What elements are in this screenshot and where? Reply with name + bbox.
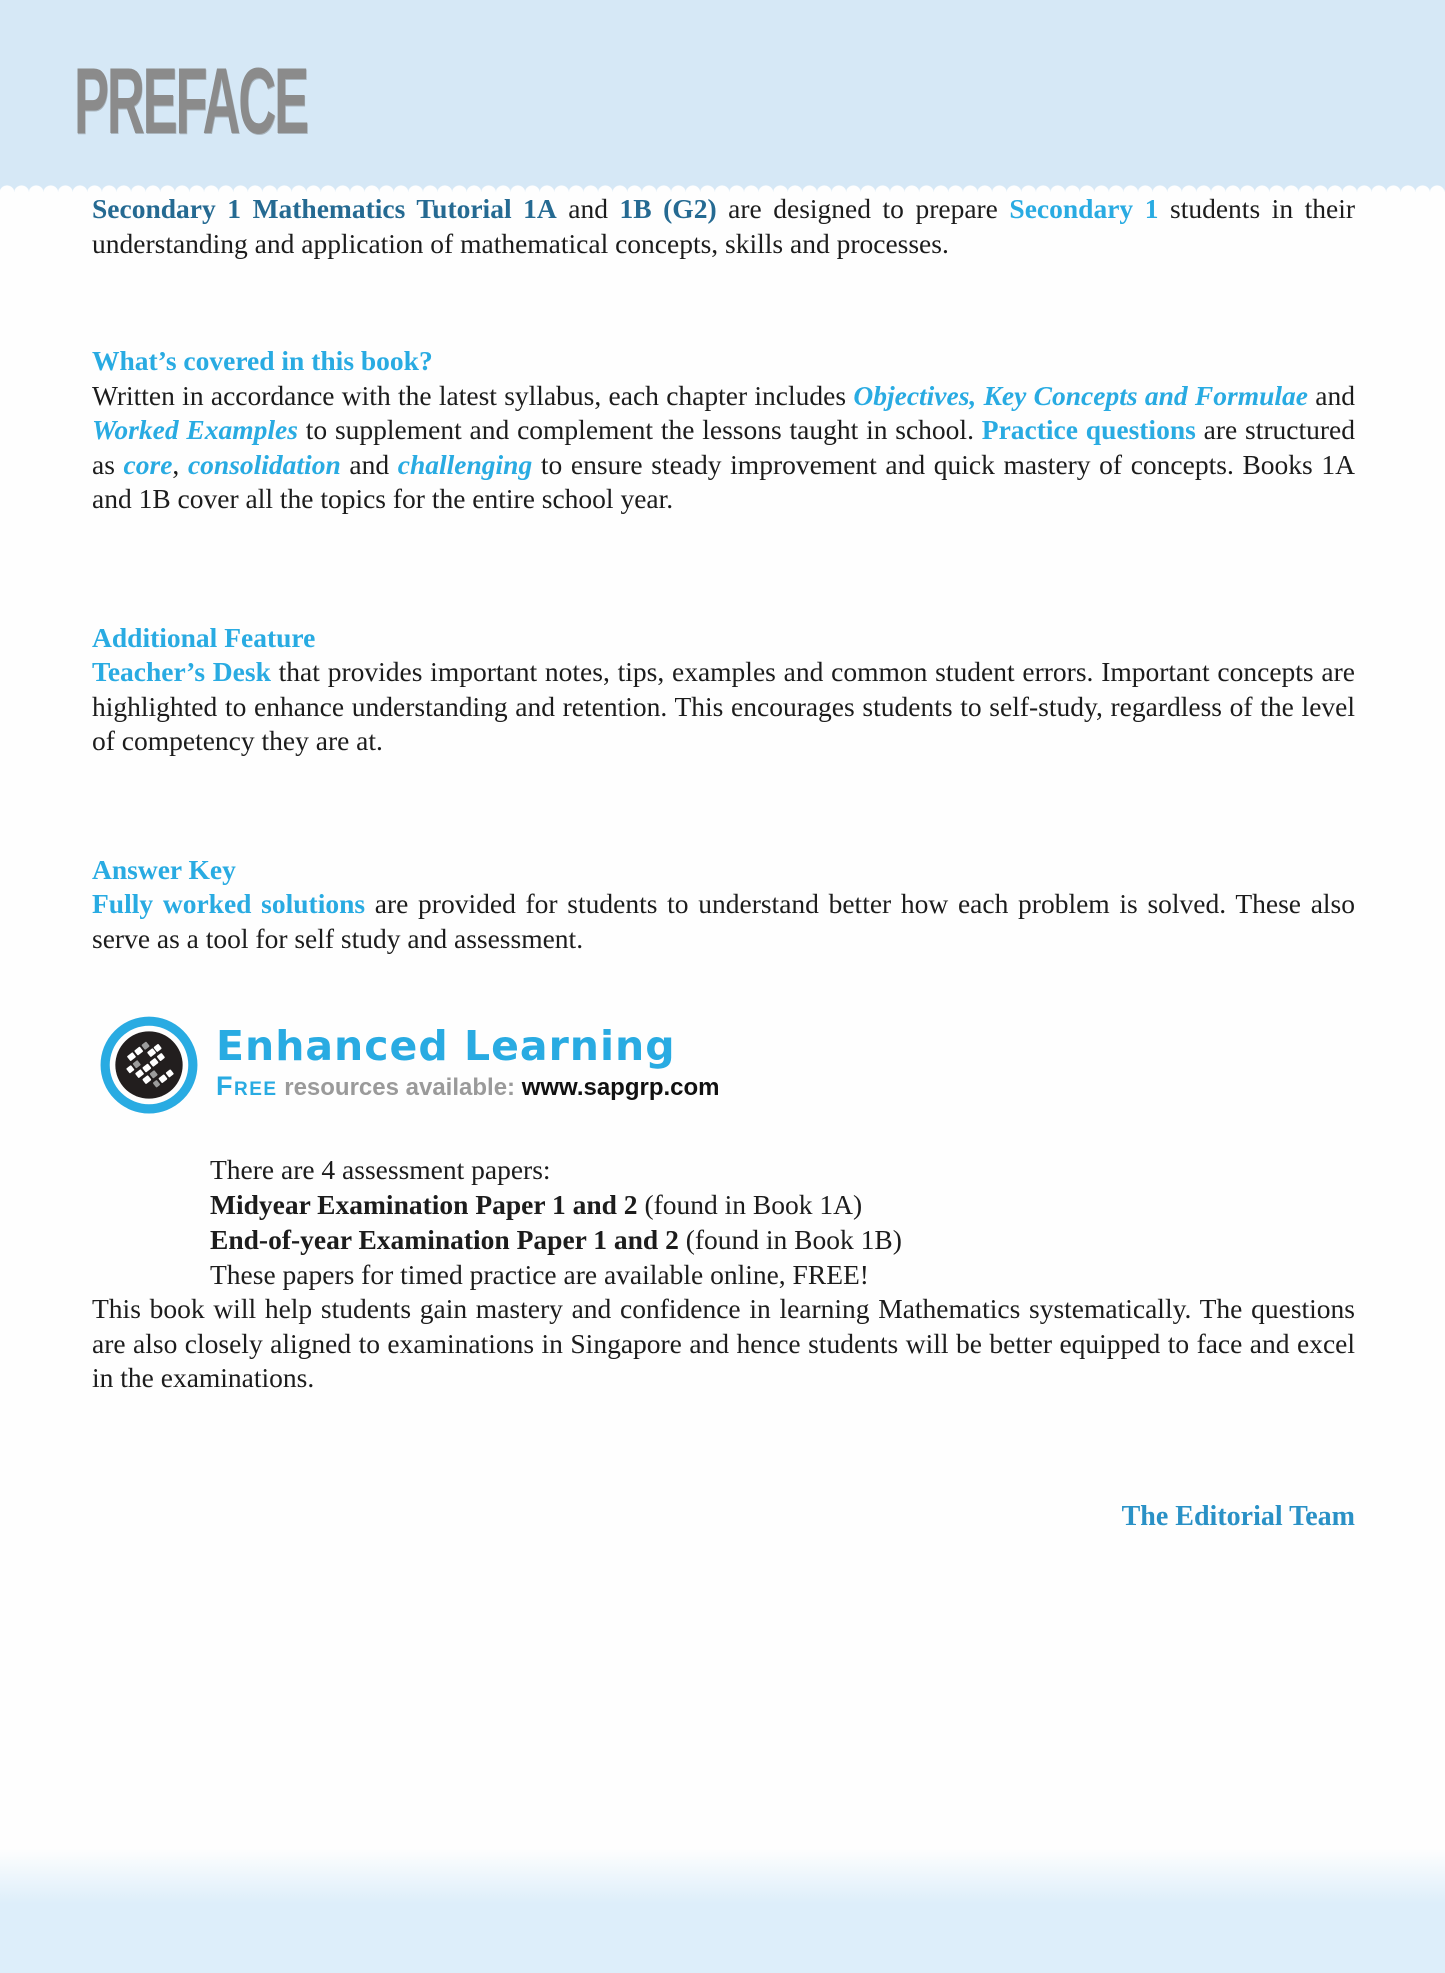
text-segment: End-of-year Examination Paper 1 and 2 <box>210 1224 679 1255</box>
text-segment: and <box>1308 379 1356 411</box>
page-content <box>92 192 1355 1534</box>
text-segment: resources available: <box>277 1074 522 1102</box>
text-segment: Teacher’s Desk <box>92 656 271 687</box>
additional-feature-paragraph <box>92 655 1355 759</box>
assessment-papers-intro-line <box>210 1152 1355 1187</box>
scalloped-edge <box>0 180 1445 192</box>
text-segment: are structured as <box>92 414 1355 480</box>
text-segment: are designed to prepare <box>716 193 1010 224</box>
text-segment: Worked Examples <box>92 414 298 445</box>
page-footer <box>0 1848 1445 1973</box>
text-segment <box>976 380 983 411</box>
text-segment: , <box>172 448 188 480</box>
text-segment: Written in accordance with the latest syllabus, each chapter includes <box>92 379 854 411</box>
section-heading-additional-feature: Additional Feature <box>92 621 316 653</box>
text-segment: There are 4 assessment papers: <box>210 1154 551 1185</box>
text-segment: challenging <box>397 448 533 480</box>
text-segment: 1B (G2) <box>619 193 717 224</box>
assessment-papers-block <box>210 1152 1355 1292</box>
answer-key-paragraph <box>92 887 1355 956</box>
text-segment: www.sapgrp.com <box>521 1074 720 1102</box>
section-heading-whats-covered: What’s covered in this book? <box>92 345 433 376</box>
text-segment: Practice questions <box>981 414 1196 445</box>
text-segment: core <box>123 448 173 480</box>
enhanced-learning-banner <box>98 1012 1355 1116</box>
midyear-exam-line <box>210 1187 1355 1222</box>
whats-covered-paragraph <box>92 379 1355 517</box>
enhanced-learning-subtitle <box>216 1071 720 1103</box>
text-segment: These papers for timed practice are available online, FREE! <box>210 1259 869 1290</box>
enhanced-learning-text-block <box>216 1021 720 1103</box>
text-segment: Midyear Examination Paper 1 and 2 <box>210 1189 638 1220</box>
text-segment: consolidation <box>187 448 341 480</box>
editorial-team-signature: The Editorial Team <box>1121 1500 1355 1532</box>
text-segment: This book will help students gain mastery and confidence in learning Mathematics systematically. The questions are also closely aligned to examinations in Singapore and hence students will be better equipped to face and excel in the examinations. <box>92 1293 1355 1393</box>
enhanced-learning-logo-icon <box>98 1012 200 1116</box>
text-segment: (found in Book 1B) <box>678 1224 902 1255</box>
text-segment: Fully worked solutions <box>92 888 366 919</box>
intro-paragraph <box>92 192 1355 261</box>
text-segment: Key Concepts and Formulae <box>983 379 1308 411</box>
page-header <box>0 0 1445 192</box>
end-of-year-exam-line <box>210 1222 1355 1257</box>
text-segment: to ensure steady improvement and quick mastery of concepts. Books 1A and 1B cover all the topics for the entire school year. <box>92 448 1355 514</box>
closing-paragraph <box>92 1292 1355 1396</box>
text-segment: Free <box>216 1071 278 1102</box>
text-segment: that provides important notes, tips, examples and common student errors. Important concepts are highlighted to enhance understanding and retention. This encourages students to self-study, regardless of the level of competency they are at. <box>92 656 1355 756</box>
text-segment: students in their understanding and application of mathematical concepts, skills and processes. <box>92 193 1355 259</box>
text-segment: (found in Book 1A) <box>637 1189 863 1220</box>
text-segment: Secondary 1 <box>1009 193 1159 224</box>
text-segment: and <box>556 193 620 224</box>
text-segment: and <box>340 448 398 480</box>
text-segment: are provided for students to understand better how each problem is solved. These also serve as a tool for self study and assessment. <box>92 888 1355 954</box>
enhanced-learning-title: Enhanced Learning <box>216 1021 676 1070</box>
text-segment: Secondary 1 Mathematics Tutorial 1A <box>92 193 557 224</box>
text-segment: Objectives, <box>853 379 977 411</box>
section-heading-answer-key: Answer Key <box>92 853 236 885</box>
text-segment: to supplement and complement the lessons taught in school. <box>297 414 982 445</box>
page-title: PREFACE <box>74 48 307 153</box>
timed-practice-line <box>210 1257 1355 1292</box>
